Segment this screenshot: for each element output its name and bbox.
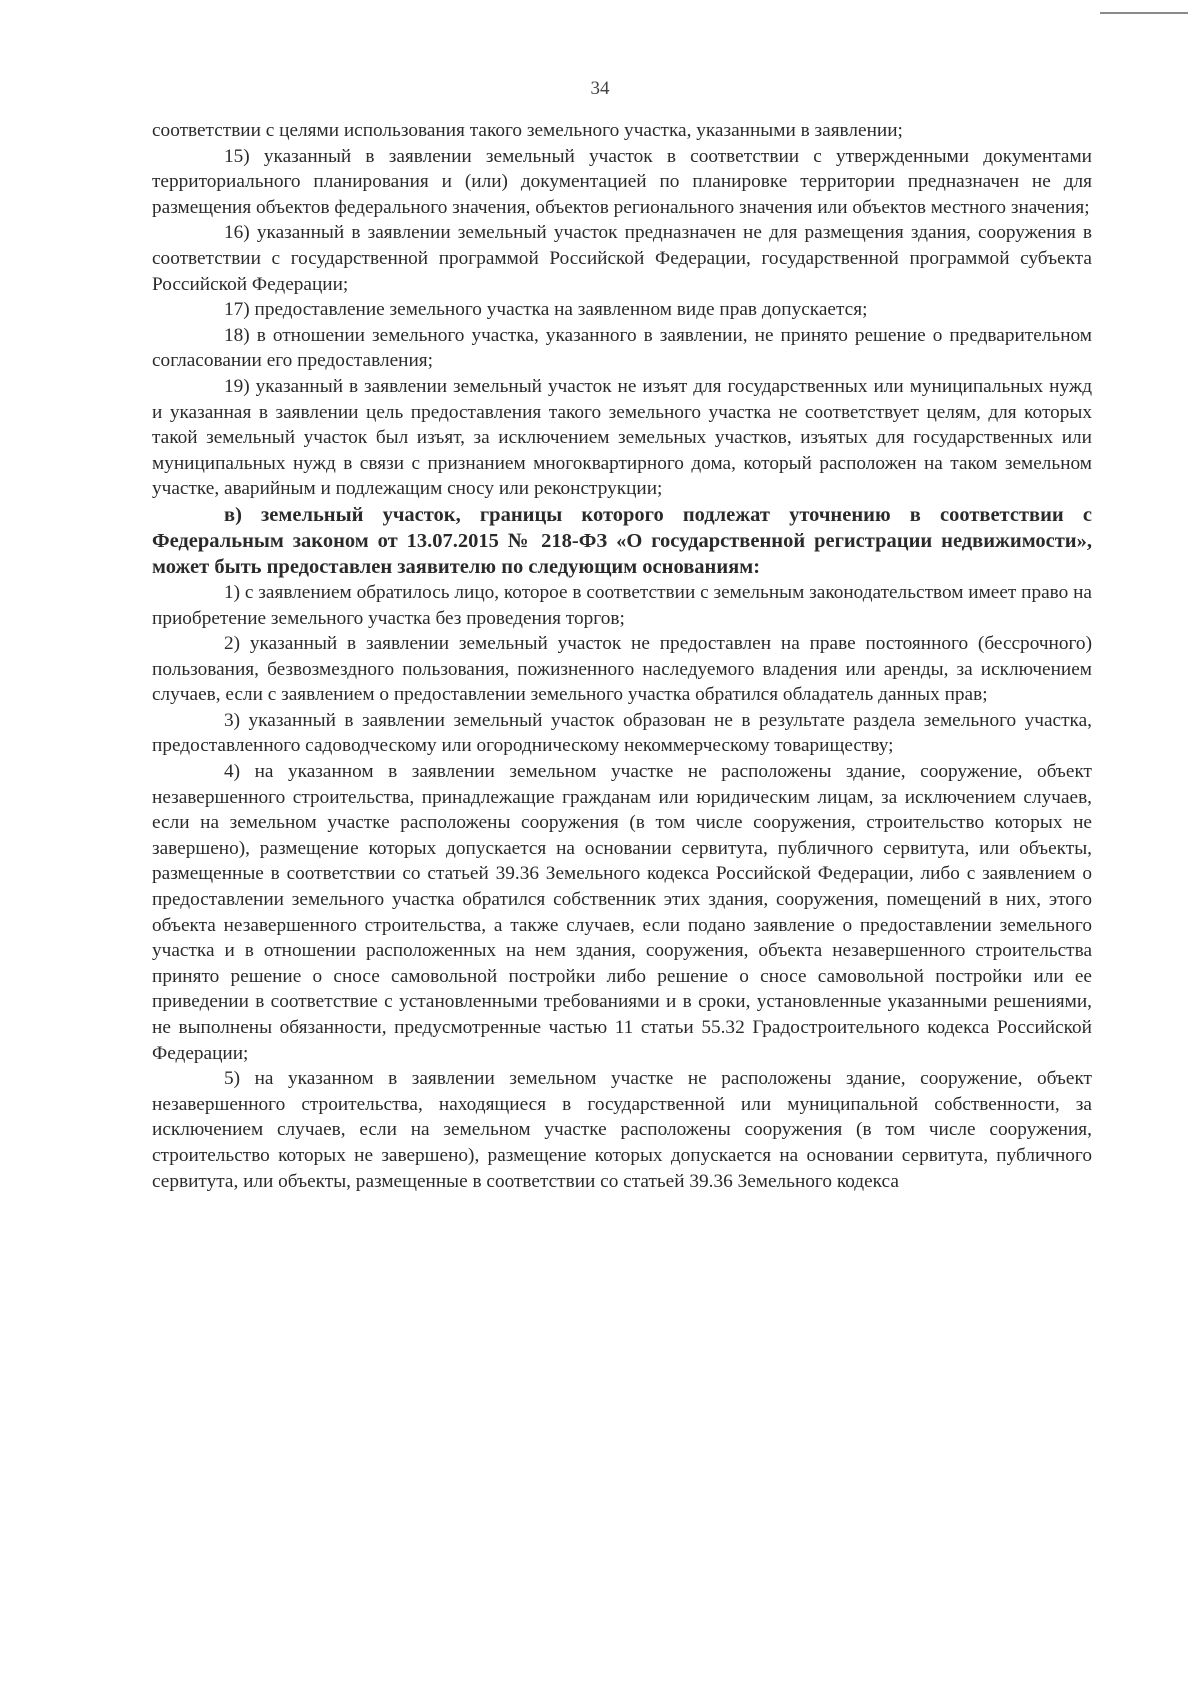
section-heading-v: в) земельный участок, границы которого подлежат уточнению в соответствии с Федеральным законом от 13.07.2015 № 218-ФЗ «О государственной регистрации недвижимости», может быть предоставлен заявителю по следующим основаниям: — [152, 503, 1092, 578]
paragraph-item-18: 18) в отношении земельного участка, указанного в заявлении, не принято решение о предварительном согласовании его предоставления; — [152, 324, 1092, 372]
paragraph-item-4: 4) на указанном в заявлении земельном участке не расположены здание, сооружение, объект незавершенного строительства, принадлежащие гражданам или юридическим лицам, за исключением случаев, если на земельном участке расположены сооружения (в том числе сооружения, строительство которых не завершено), размещение которых допускается на основании сервитута, публичного сервитута, или объекты, размещенные в соответствии со статьей 39.36 Земельного кодекса Российской Федерации, либо с заявлением о предоставлении земельного участка обратился собственник этих здания, сооружения, помещений в них, этого объекта незавершенного строительства, а также случаев, если подано заявление о предоставлении земельного участка и в отношении расположенных на нем здания, сооружения, объекта незавершенного строительства принято решение о сносе самовольной постройки либо решение о сносе самовольной постройки или ее приведении в соответствие с установленными требованиями и в сроки, установленные указанными решениями, не выполнены обязанности, предусмотренные частью 11 статьи 55.32 Градостроительного кодекса Российской Федерации; — [152, 761, 1092, 1064]
paragraph-item-19: 19) указанный в заявлении земельный участок не изъят для государственных или муниципальных нужд и указанная в заявлении цель предоставления такого земельного участка не соответствует целям, для которых такой земельный участок был изъят, за исключением земельных участков, изъятых для государственных или муниципальных нужд в связи с признанием многоквартирного дома, который расположен на таком земельном участке, аварийным и подлежащим сносу или реконструкции; — [152, 375, 1092, 500]
paragraph-item-16: 16) указанный в заявлении земельный участок предназначен не для размещения здания, сооружения в соответствии с государственной программой Российской Федерации, государственной программой субъекта Российской Федерации; — [152, 222, 1092, 295]
scan-edge-mark — [1100, 12, 1188, 14]
document-body — [152, 118, 1092, 1194]
paragraph-item-3: 3) указанный в заявлении земельный участок образован не в результате раздела земельного участка, предоставленного садоводческому или огородническому некоммерческому товариществу; — [152, 709, 1092, 757]
paragraph-item-2: 2) указанный в заявлении земельный участок не предоставлен на праве постоянного (бессрочного) пользования, безвозмездного пользования, пожизненного наследуемого владения или аренды, за исключением случаев, если с заявлением о предоставлении земельного участка обратился обладатель данных прав; — [152, 633, 1092, 706]
paragraph-item-5: 5) на указанном в заявлении земельном участке не расположены здание, сооружение, объект незавершенного строительства, находящиеся в государственной или муниципальной собственности, за исключением случаев, если на земельном участке расположены сооружения (в том числе сооружения, строительство которых не завершено), размещение которых допускается на основании сервитута, публичного сервитута, или объекты, размещенные в соответствии со статьей 39.36 Земельного кодекса — [152, 1068, 1092, 1192]
paragraph-continuation: соответствии с целями использования такого земельного участка, указанными в заявлении; — [152, 120, 903, 141]
page-number: 34 — [590, 78, 610, 99]
paragraph-item-17: 17) предоставление земельного участка на заявленном виде прав допускается; — [224, 299, 868, 321]
paragraph-item-1: 1) с заявлением обратилось лицо, которое в соответствии с земельным законодательством имеет право на приобретение земельного участка без проведения торгов; — [152, 581, 1092, 629]
paragraph-item-15: 15) указанный в заявлении земельный участок в соответствии с утвержденными документами территориального планирования и (или) документацией по планировке территории предназначен не для размещения объектов федерального значения, объектов регионального значения или объектов местного значения; — [152, 145, 1092, 218]
